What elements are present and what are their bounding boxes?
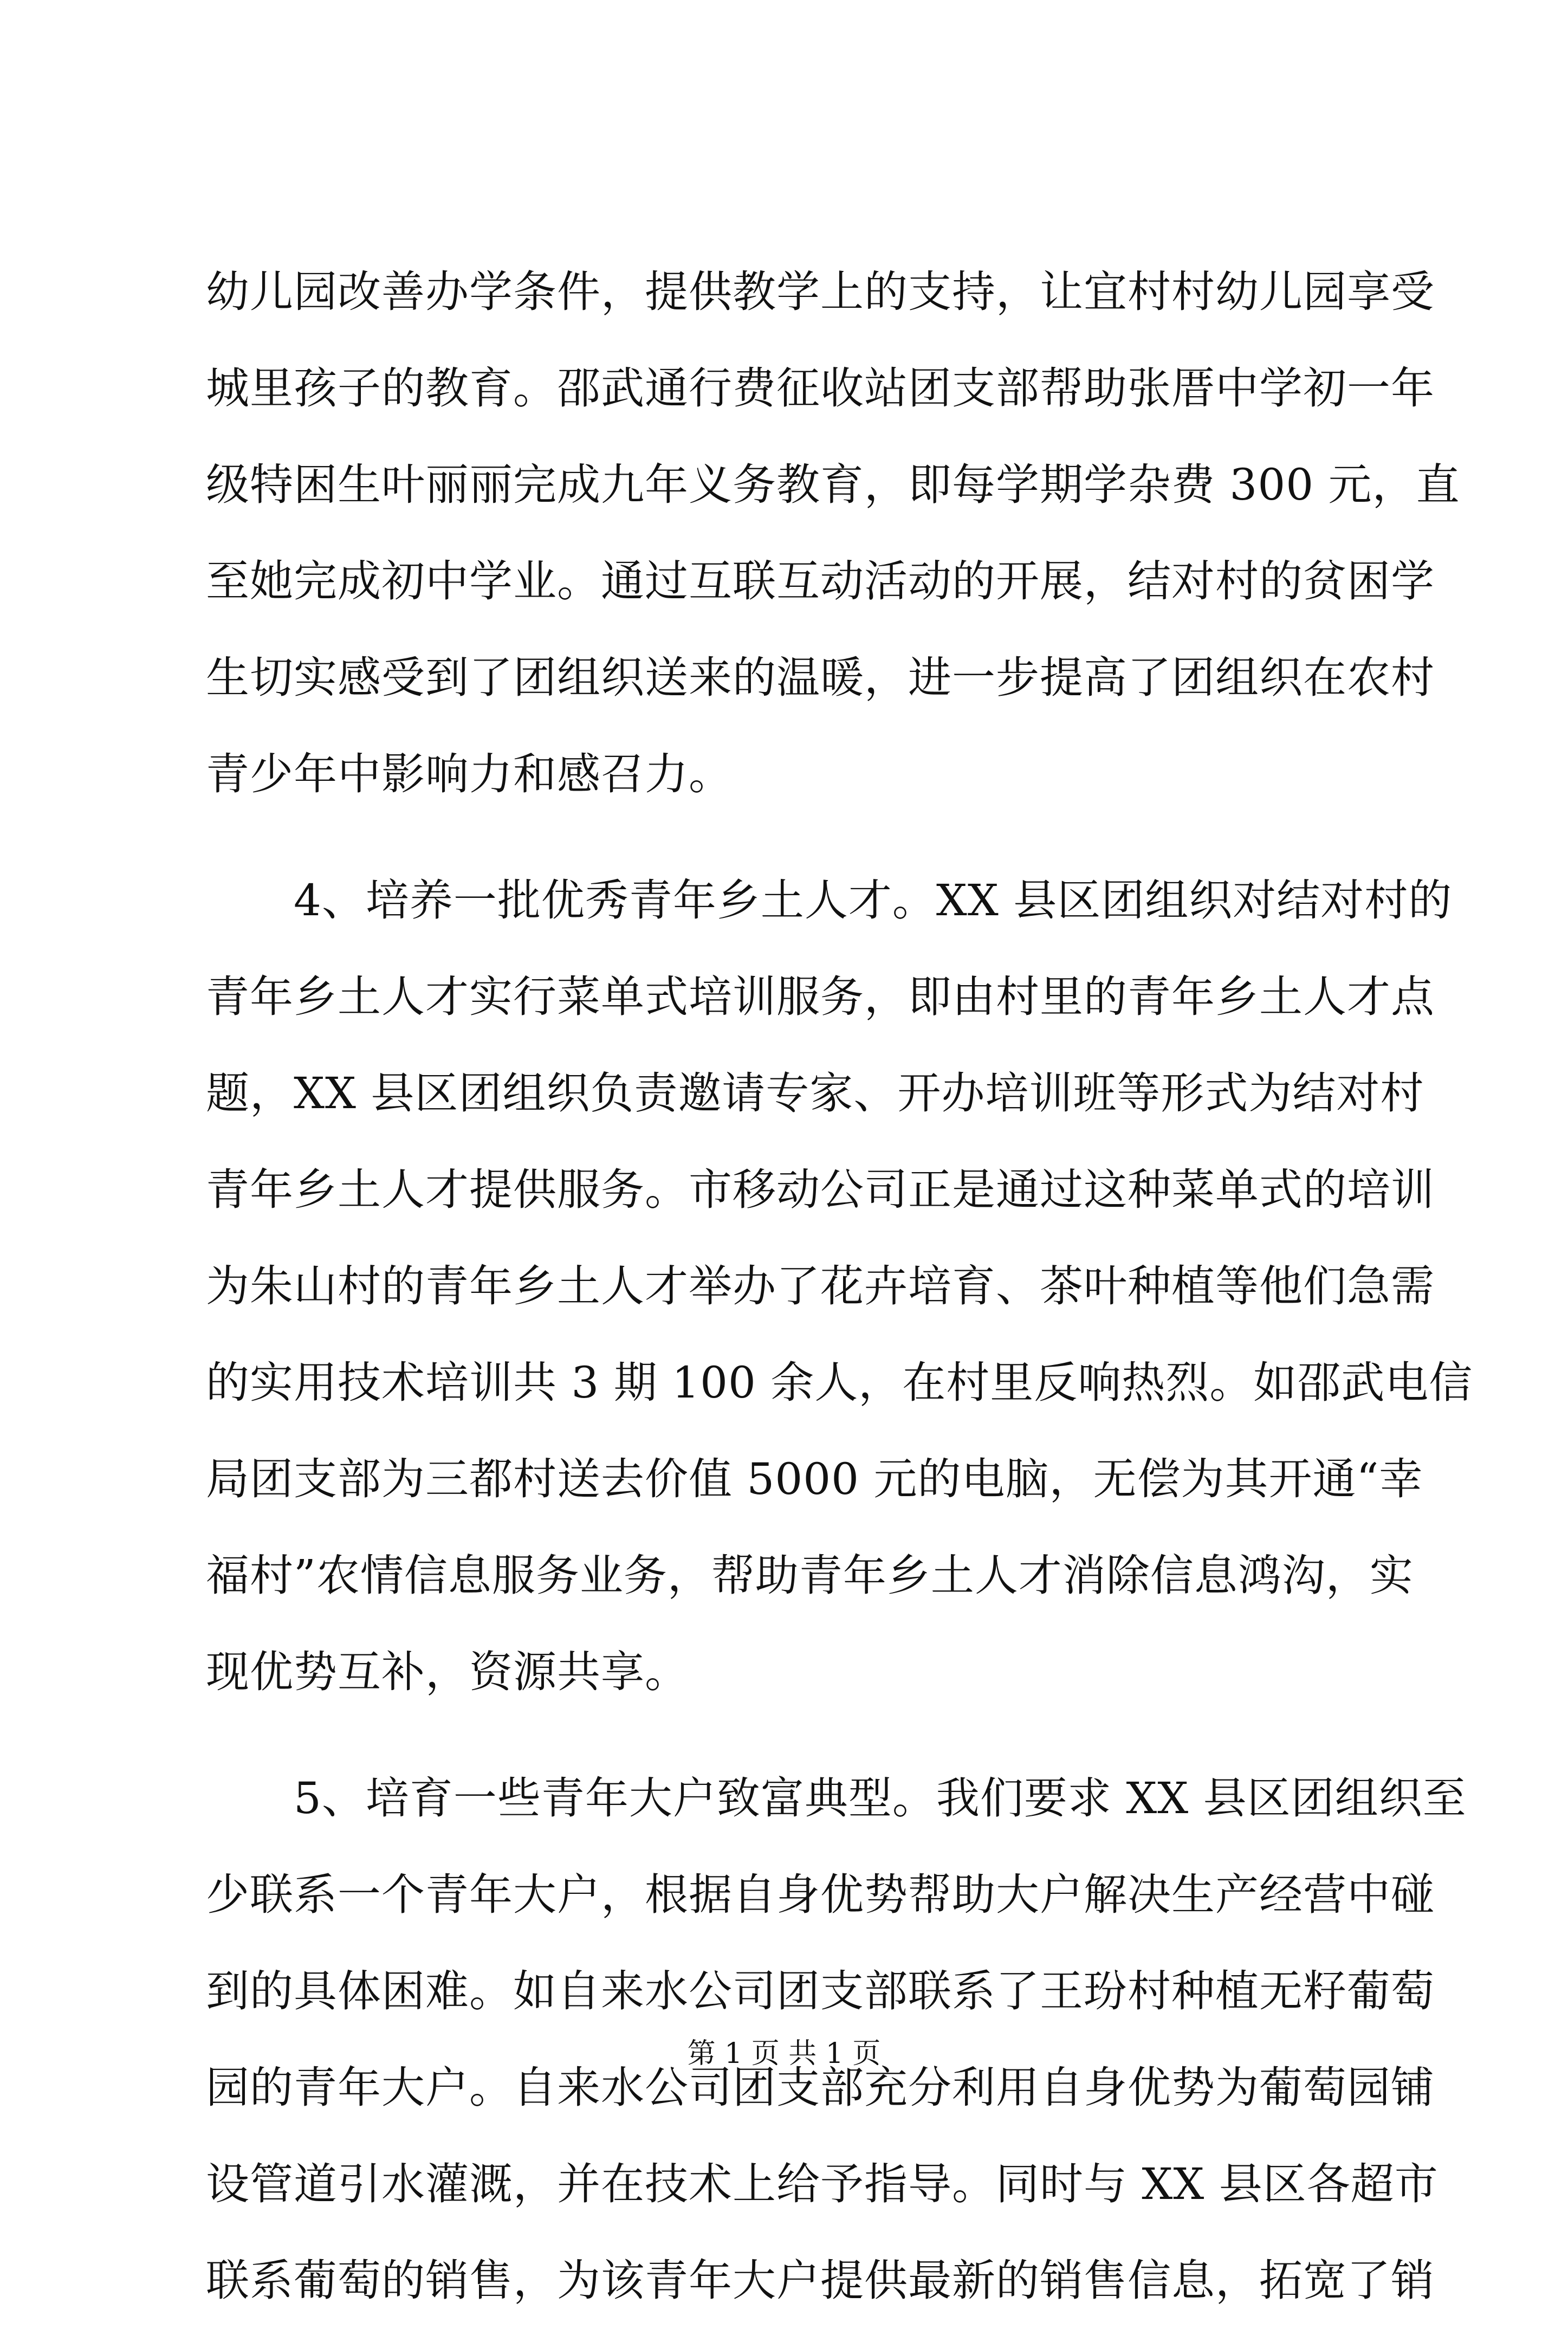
paragraph-2 — [206, 852, 1473, 1720]
text-line: 4、培养一批优秀青年乡土人才。XX 县区团组织对结对村的 — [206, 875, 1453, 926]
text-line: 局团支部为三都村送去价值 5000 元的电脑，无偿为其开通“幸 — [206, 1454, 1423, 1504]
text-line: 题，XX 县区团组织负责邀请专家、开办培训班等形式为结对村 — [206, 1068, 1424, 1118]
text-line: 城里孩子的教育。邵武通行费征收站团支部帮助张厝中学初一年 — [206, 363, 1435, 413]
text-line: 的实用技术培训共 3 期 100 余人，在村里反响热烈。如邵武电信 — [206, 1357, 1473, 1408]
page-number-label: 第 1 页 共 1 页 — [687, 2037, 881, 2070]
text-line: 青年乡土人才提供服务。市移动公司正是通过这种菜单式的培训 — [206, 1164, 1435, 1215]
text-line: 到的具体困难。如自来水公司团支部联系了王玢村种植无籽葡萄 — [206, 1966, 1435, 2016]
text-line: 青少年中影响力和感召力。 — [206, 749, 733, 799]
text-line: 幼儿园改善办学条件，提供教学上的支持，让宜村村幼儿园享受 — [206, 267, 1435, 317]
text-line: 青年乡土人才实行菜单式培训服务，即由村里的青年乡土人才点 — [206, 972, 1435, 1022]
text-line: 联系葡萄的销售，为该青年大户提供最新的销售信息，拓宽了销 — [206, 2255, 1435, 2306]
text-line: 园的青年大户。自来水公司团支部充分利用自身优势为葡萄园铺 — [206, 2062, 1435, 2113]
text-line: 为朱山村的青年乡土人才举办了花卉培育、茶叶种植等他们急需 — [206, 1261, 1435, 1311]
text-line: 少联系一个青年大户，根据自身优势帮助大户解决生产经营中碰 — [206, 1869, 1435, 1920]
text-line: 设管道引水灌溉，并在技术上给予指导。同时与 XX 县区各超市 — [206, 2159, 1439, 2209]
page-footer — [0, 2035, 1568, 2073]
text-line: 5、培育一些青年大户致富典型。我们要求 XX 县区团组织至 — [206, 1773, 1467, 1823]
text-line: 级特困生叶丽丽完成九年义务教育，即每学期学杂费 300 元，直 — [206, 460, 1460, 510]
text-line: 福村”农情信息服务业务，帮助青年乡土人才消除信息鸿沟，实 — [206, 1550, 1414, 1601]
text-line: 生切实感受到了团组织送来的温暖，进一步提高了团组织在农村 — [206, 652, 1435, 703]
text-line: 现优势互补，资源共享。 — [206, 1647, 689, 1697]
paragraph-1 — [206, 244, 1460, 823]
document-body — [206, 244, 1473, 2329]
text-line: 至她完成初中学业。通过互联互动活动的开展，结对村的贫困学 — [206, 556, 1435, 606]
